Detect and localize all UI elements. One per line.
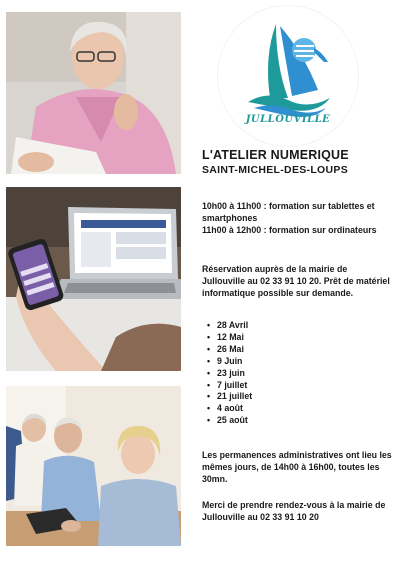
photo-seniors-group-image bbox=[6, 386, 181, 546]
date-item: • 25 août bbox=[205, 415, 252, 427]
page-subtitle: SAINT-MICHEL-DES-LOUPS bbox=[202, 164, 349, 176]
photo-seniors-group bbox=[6, 386, 181, 546]
contact-text: Merci de prendre rendez-vous à la mairie de Jullouville au 02 33 91 10 20 bbox=[202, 500, 386, 522]
reservation-text: Réservation auprès de la mairie de Jullouville au 02 33 91 10 20. Prêt de matériel informatique possible sur demande. bbox=[202, 264, 390, 298]
sailboat-logo-icon bbox=[218, 6, 358, 146]
photo-smartphone-laptop-image bbox=[6, 187, 181, 371]
date-item: • 23 juin bbox=[205, 368, 252, 380]
jullouville-logo bbox=[218, 6, 358, 146]
permanences-text: Les permanences administratives ont lieu les mêmes jours, de 14h00 à 16h00, toutes les 30mn. bbox=[202, 450, 392, 484]
logo-text: JULLOUVILLE bbox=[245, 114, 331, 125]
date-item: • 28 Avril bbox=[205, 320, 252, 332]
page-title: L'ATELIER NUMERIQUE bbox=[202, 148, 349, 162]
date-item: • 4 août bbox=[205, 403, 252, 415]
date-item: • 7 juillet bbox=[205, 380, 252, 392]
schedule-block bbox=[202, 201, 392, 236]
schedule-line: 11h00 à 12h00 : formation sur ordinateurs bbox=[202, 224, 377, 235]
date-item: • 21 juillet bbox=[205, 391, 252, 403]
dates-list bbox=[205, 320, 252, 427]
photo-smartphone-laptop bbox=[6, 187, 181, 371]
photo-senior-woman-reading-image bbox=[6, 12, 181, 174]
schedule-line: 10h00 à 11h00 : formation sur tablettes et smartphones bbox=[202, 201, 375, 223]
date-item: • 26 Mai bbox=[205, 344, 252, 356]
date-item: • 9 Juin bbox=[205, 356, 252, 368]
photo-senior-woman-reading bbox=[6, 12, 181, 174]
date-item: • 12 Mai bbox=[205, 332, 252, 344]
